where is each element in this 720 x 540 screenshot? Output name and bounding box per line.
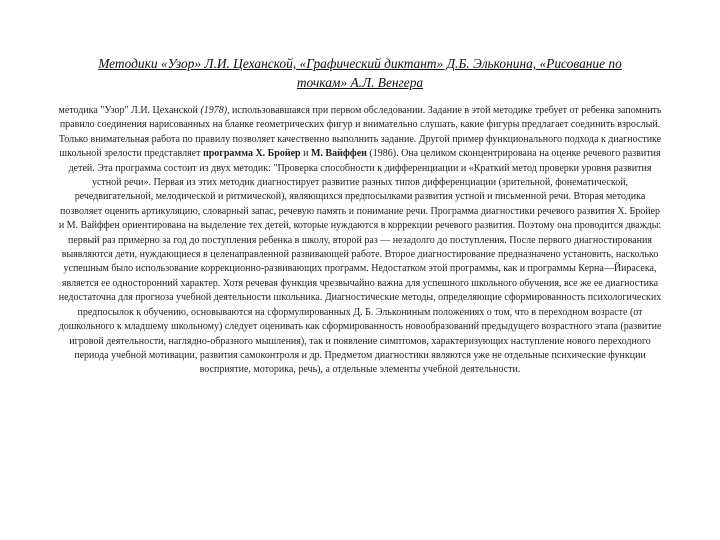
body-year-italic: (1978) (200, 105, 228, 116)
body-bold-program: программа Х. Бройер (202, 148, 301, 160)
body-text: , использовавшаяся при первом обследовании. Задание в этой методике требует от ребенка запомнить правило соединения нарисованных на бланке геометрических фигур и внимательно слушать, какие фигуры предлагает соединить взрослый. Только внимательная работа по правилу позволяет качественно выполнить задание. Другой пример функционального подхода к диагностике школьной зрелости представляет (58, 105, 662, 160)
slide-heading (80, 54, 640, 92)
body-paragraph (58, 104, 662, 378)
body-text: методика "Узор" Л.И. Цеханской (58, 105, 201, 116)
heading-line-1: Методики «Узор» Л.И. Цеханской, «Графический диктант» Д.Б. Эльконина, «Рисование по (98, 56, 622, 71)
heading-line-2: точкам» А.Л. Венгера (296, 75, 424, 90)
body-bold-author: М. Вайффен (310, 148, 367, 160)
body-text: (1986). Она целиком сконцентрирована на оценке речевого развития детей. Эта программа состоит из двух методик: "Проверка способности к дифференциации и «Краткий метод проверки уровня развития устной речи». Первая из этих методик диагностирует развитие разных типов дифференциации (зрительной, фонематической, речедвигательной, мелодической и ритмической), являющихся предпосылками развития устной и письменной речи. Вторая методика позволяет оценить артикуляцию, словарный запас, речевую память и понимание речи. Программа диагностики речевого развития Х. Бройер и М. Вайффен ориентирована на выделение тех детей, которые нуждаются в коррекции речевого развития. Поэтому она проводится дважды: первый раз примерно за год до поступления ребенка в школу, второй раз — незадолго до поступления. После первого диагностирования выявляются дети, нуждающиеся в целенаправленной развивающей работе. Второе диагностирование предназначено установить, насколько успешным было использование коррекционно-развивающих программ. Недостатком этой программы, как и программы Керна—Йирасека, является ее односторонний характер. Хотя речевая функция чрезвычайно важна для успешного школьного обучения, все же ее диагностика недостаточна для прогноза учебной деятельности школьника. Диагностические методы, определяющие сформированность психологических предпосылок к обучению, основываются на сформулированных Д. Б. Элькониным положениях о том, что в переходном возрасте (от дошкольного к младшему школьному) следует оценивать как сформированность новообразований предыдущего возрастного этапа (развитие игровой деятельности, наглядно-образного мышления), так и появление симптомов, характеризующих наступление нового переходного периода учебной мотивации, развития самоконтроля и др. Предметом диагностики являются уже не отдельные психические функции восприятие, моторика, речь), а отдельные элементы учебной деятельности. (58, 148, 662, 376)
body-text: и (300, 148, 311, 160)
